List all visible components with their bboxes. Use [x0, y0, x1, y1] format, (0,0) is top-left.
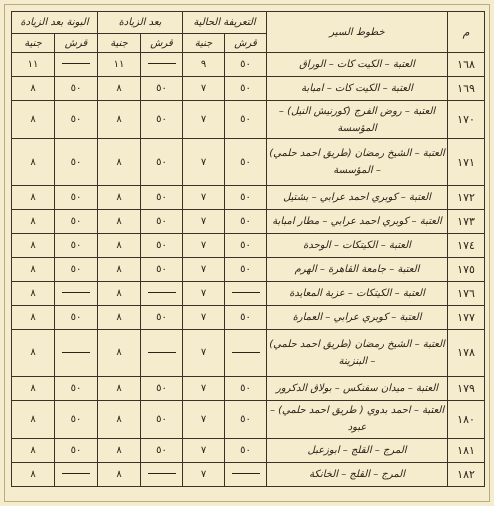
route-name: العتبة – كوبري عرابي – العمارة — [267, 305, 448, 329]
current-piaster: ٥٠ — [225, 438, 267, 462]
route-name: المرج – القلج – الخانكة — [267, 462, 448, 486]
increase-pound: ٨ — [98, 257, 141, 281]
increase-piaster: ٥٠ — [141, 209, 183, 233]
increase-pound: ٨ — [98, 438, 141, 462]
row-number: ١٧٢ — [448, 186, 485, 210]
dash-mark — [148, 63, 176, 64]
increase-piaster: ٥٠ — [141, 305, 183, 329]
table-row — [12, 305, 485, 329]
row-number: ١٧٥ — [448, 257, 485, 281]
header-piaster: قرش — [225, 34, 267, 53]
table-row — [12, 186, 485, 210]
dash-mark — [62, 352, 90, 353]
subscription-pound: ٨ — [12, 139, 55, 186]
row-number: ١٨١ — [448, 438, 485, 462]
table-row — [12, 376, 485, 400]
subscription-piaster: ٥٠ — [55, 376, 98, 400]
dash-mark — [232, 292, 260, 293]
current-pound: ٧ — [183, 329, 225, 376]
subscription-pound: ٨ — [12, 209, 55, 233]
route-name: العتبة – جامعة القاهرة – الهرم — [267, 257, 448, 281]
dash-mark — [148, 473, 176, 474]
route-name: العتبة – احمد بدوي ( طريق احمد حلمي) – عبود — [267, 400, 448, 438]
dash-mark — [62, 473, 90, 474]
route-name: العتبة – كوبري احمد عرابي – بشتيل — [267, 186, 448, 210]
table-row — [12, 329, 485, 376]
increase-piaster: ٥٠ — [141, 100, 183, 138]
increase-pound: ٨ — [98, 376, 141, 400]
subscription-piaster: ٥٠ — [55, 305, 98, 329]
current-piaster: ٥٠ — [225, 76, 267, 100]
row-number: ١٧٦ — [448, 281, 485, 305]
current-pound: ٧ — [183, 281, 225, 305]
table-row — [12, 400, 485, 438]
row-number: ١٧١ — [448, 139, 485, 186]
increase-pound: ٨ — [98, 400, 141, 438]
increase-pound: ٨ — [98, 139, 141, 186]
route-name: العتبة – الكيتكات – عزبة المعايدة — [267, 281, 448, 305]
increase-pound: ٨ — [98, 76, 141, 100]
increase-piaster: ٥٠ — [141, 76, 183, 100]
increase-pound: ٨ — [98, 305, 141, 329]
dash-mark — [62, 63, 90, 64]
current-piaster: ٥٠ — [225, 186, 267, 210]
subscription-pound: ٨ — [12, 100, 55, 138]
subscription-piaster: ٥٠ — [55, 233, 98, 257]
increase-pound: ٨ — [98, 100, 141, 138]
dash-mark — [148, 292, 176, 293]
subscription-pound: ٨ — [12, 186, 55, 210]
route-name: العتبة – الكيتكات – الوحدة — [267, 233, 448, 257]
header-routes: خطوط السير — [267, 12, 448, 53]
current-pound: ٧ — [183, 257, 225, 281]
row-number: ١٦٨ — [448, 53, 485, 77]
increase-pound: ٨ — [98, 329, 141, 376]
row-number: ١٧٠ — [448, 100, 485, 138]
route-name: العتبة – روض الفرج (كورنيش النيل) – المؤسسة — [267, 100, 448, 138]
increase-piaster: ٥٠ — [141, 400, 183, 438]
current-pound: ٧ — [183, 100, 225, 138]
current-piaster: ٥٠ — [225, 305, 267, 329]
header-number: م — [448, 12, 485, 53]
subscription-piaster: ٥٠ — [55, 76, 98, 100]
subscription-pound: ١١ — [12, 53, 55, 77]
subscription-pound: ٨ — [12, 281, 55, 305]
current-pound: ٧ — [183, 209, 225, 233]
current-piaster: ٥٠ — [225, 233, 267, 257]
subscription-piaster: ٥٠ — [55, 139, 98, 186]
header-current-fare: التعريفة الحالية — [183, 12, 267, 34]
current-piaster: ٥٠ — [225, 257, 267, 281]
increase-piaster — [141, 281, 183, 305]
current-piaster: ٥٠ — [225, 209, 267, 233]
header-pound: جنية — [183, 34, 225, 53]
subscription-piaster — [55, 53, 98, 77]
subscription-piaster: ٥٠ — [55, 438, 98, 462]
dash-mark — [232, 473, 260, 474]
dash-mark — [232, 352, 260, 353]
increase-piaster — [141, 329, 183, 376]
current-piaster: ٥٠ — [225, 400, 267, 438]
table-row — [12, 139, 485, 186]
subscription-pound: ٨ — [12, 462, 55, 486]
subscription-piaster — [55, 329, 98, 376]
table-row — [12, 438, 485, 462]
row-number: ١٨٢ — [448, 462, 485, 486]
current-piaster: ٥٠ — [225, 100, 267, 138]
subscription-piaster: ٥٠ — [55, 186, 98, 210]
increase-piaster: ٥٠ — [141, 139, 183, 186]
current-piaster: ٥٠ — [225, 139, 267, 186]
table-row — [12, 281, 485, 305]
row-number: ١٧٧ — [448, 305, 485, 329]
dash-mark — [148, 352, 176, 353]
increase-piaster: ٥٠ — [141, 438, 183, 462]
header-piaster: قرش — [55, 34, 98, 53]
route-name: العتبة – الشيخ رمضان (طريق احمد حلمي) – البنزينة — [267, 329, 448, 376]
header-pound: جنية — [12, 34, 55, 53]
current-pound: ٧ — [183, 400, 225, 438]
current-piaster — [225, 462, 267, 486]
table-row — [12, 233, 485, 257]
row-number: ١٨٠ — [448, 400, 485, 438]
increase-pound: ٨ — [98, 186, 141, 210]
subscription-pound: ٨ — [12, 257, 55, 281]
subscription-pound: ٨ — [12, 76, 55, 100]
table-row — [12, 76, 485, 100]
header-pound: جنية — [98, 34, 141, 53]
current-pound: ٧ — [183, 305, 225, 329]
current-pound: ٧ — [183, 376, 225, 400]
increase-pound: ٨ — [98, 233, 141, 257]
header-after-increase: بعد الزيادة — [98, 12, 183, 34]
current-pound: ٧ — [183, 139, 225, 186]
fare-table-body — [12, 53, 485, 487]
route-name: العتبة – كوبري احمد عرابي – مطار امبابة — [267, 209, 448, 233]
subscription-pound: ٨ — [12, 376, 55, 400]
table-row — [12, 209, 485, 233]
row-number: ١٧٩ — [448, 376, 485, 400]
route-name: العتبة – الكيت كات – الوراق — [267, 53, 448, 77]
table-row — [12, 53, 485, 77]
row-number: ١٧٨ — [448, 329, 485, 376]
current-pound: ٧ — [183, 76, 225, 100]
subscription-pound: ٨ — [12, 329, 55, 376]
table-row — [12, 257, 485, 281]
current-piaster: ٥٠ — [225, 376, 267, 400]
route-name: العتبة – الكيت كات – امبابة — [267, 76, 448, 100]
route-name: المرج – القلج – ابوزعبل — [267, 438, 448, 462]
current-piaster: ٥٠ — [225, 53, 267, 77]
subscription-pound: ٨ — [12, 438, 55, 462]
increase-piaster: ٥٠ — [141, 257, 183, 281]
current-pound: ٧ — [183, 233, 225, 257]
subscription-piaster: ٥٠ — [55, 209, 98, 233]
subscription-piaster: ٥٠ — [55, 100, 98, 138]
subscription-piaster: ٥٠ — [55, 400, 98, 438]
increase-pound: ٨ — [98, 462, 141, 486]
header-subscription-after: البونة بعد الزيادة — [12, 12, 98, 34]
increase-pound: ١١ — [98, 53, 141, 77]
subscription-piaster — [55, 462, 98, 486]
route-name: العتبة – الشيخ رمضان (طريق احمد حلمي) – المؤسسة — [267, 139, 448, 186]
increase-piaster: ٥٠ — [141, 186, 183, 210]
fare-table — [11, 11, 485, 487]
row-number: ١٦٩ — [448, 76, 485, 100]
table-row — [12, 100, 485, 138]
current-pound: ٧ — [183, 462, 225, 486]
current-pound: ٩ — [183, 53, 225, 77]
subscription-piaster: ٥٠ — [55, 257, 98, 281]
increase-pound: ٨ — [98, 209, 141, 233]
row-number: ١٧٣ — [448, 209, 485, 233]
row-number: ١٧٤ — [448, 233, 485, 257]
subscription-piaster — [55, 281, 98, 305]
increase-piaster: ٥٠ — [141, 233, 183, 257]
table-row — [12, 462, 485, 486]
subscription-pound: ٨ — [12, 305, 55, 329]
increase-piaster: ٥٠ — [141, 376, 183, 400]
route-name: العتبة – ميدان سفنكس – بولاق الدكرور — [267, 376, 448, 400]
current-pound: ٧ — [183, 186, 225, 210]
subscription-pound: ٨ — [12, 400, 55, 438]
increase-piaster — [141, 462, 183, 486]
header-piaster: قرش — [141, 34, 183, 53]
subscription-pound: ٨ — [12, 233, 55, 257]
increase-piaster — [141, 53, 183, 77]
increase-pound: ٨ — [98, 281, 141, 305]
current-pound: ٧ — [183, 438, 225, 462]
dash-mark — [62, 292, 90, 293]
current-piaster — [225, 329, 267, 376]
current-piaster — [225, 281, 267, 305]
